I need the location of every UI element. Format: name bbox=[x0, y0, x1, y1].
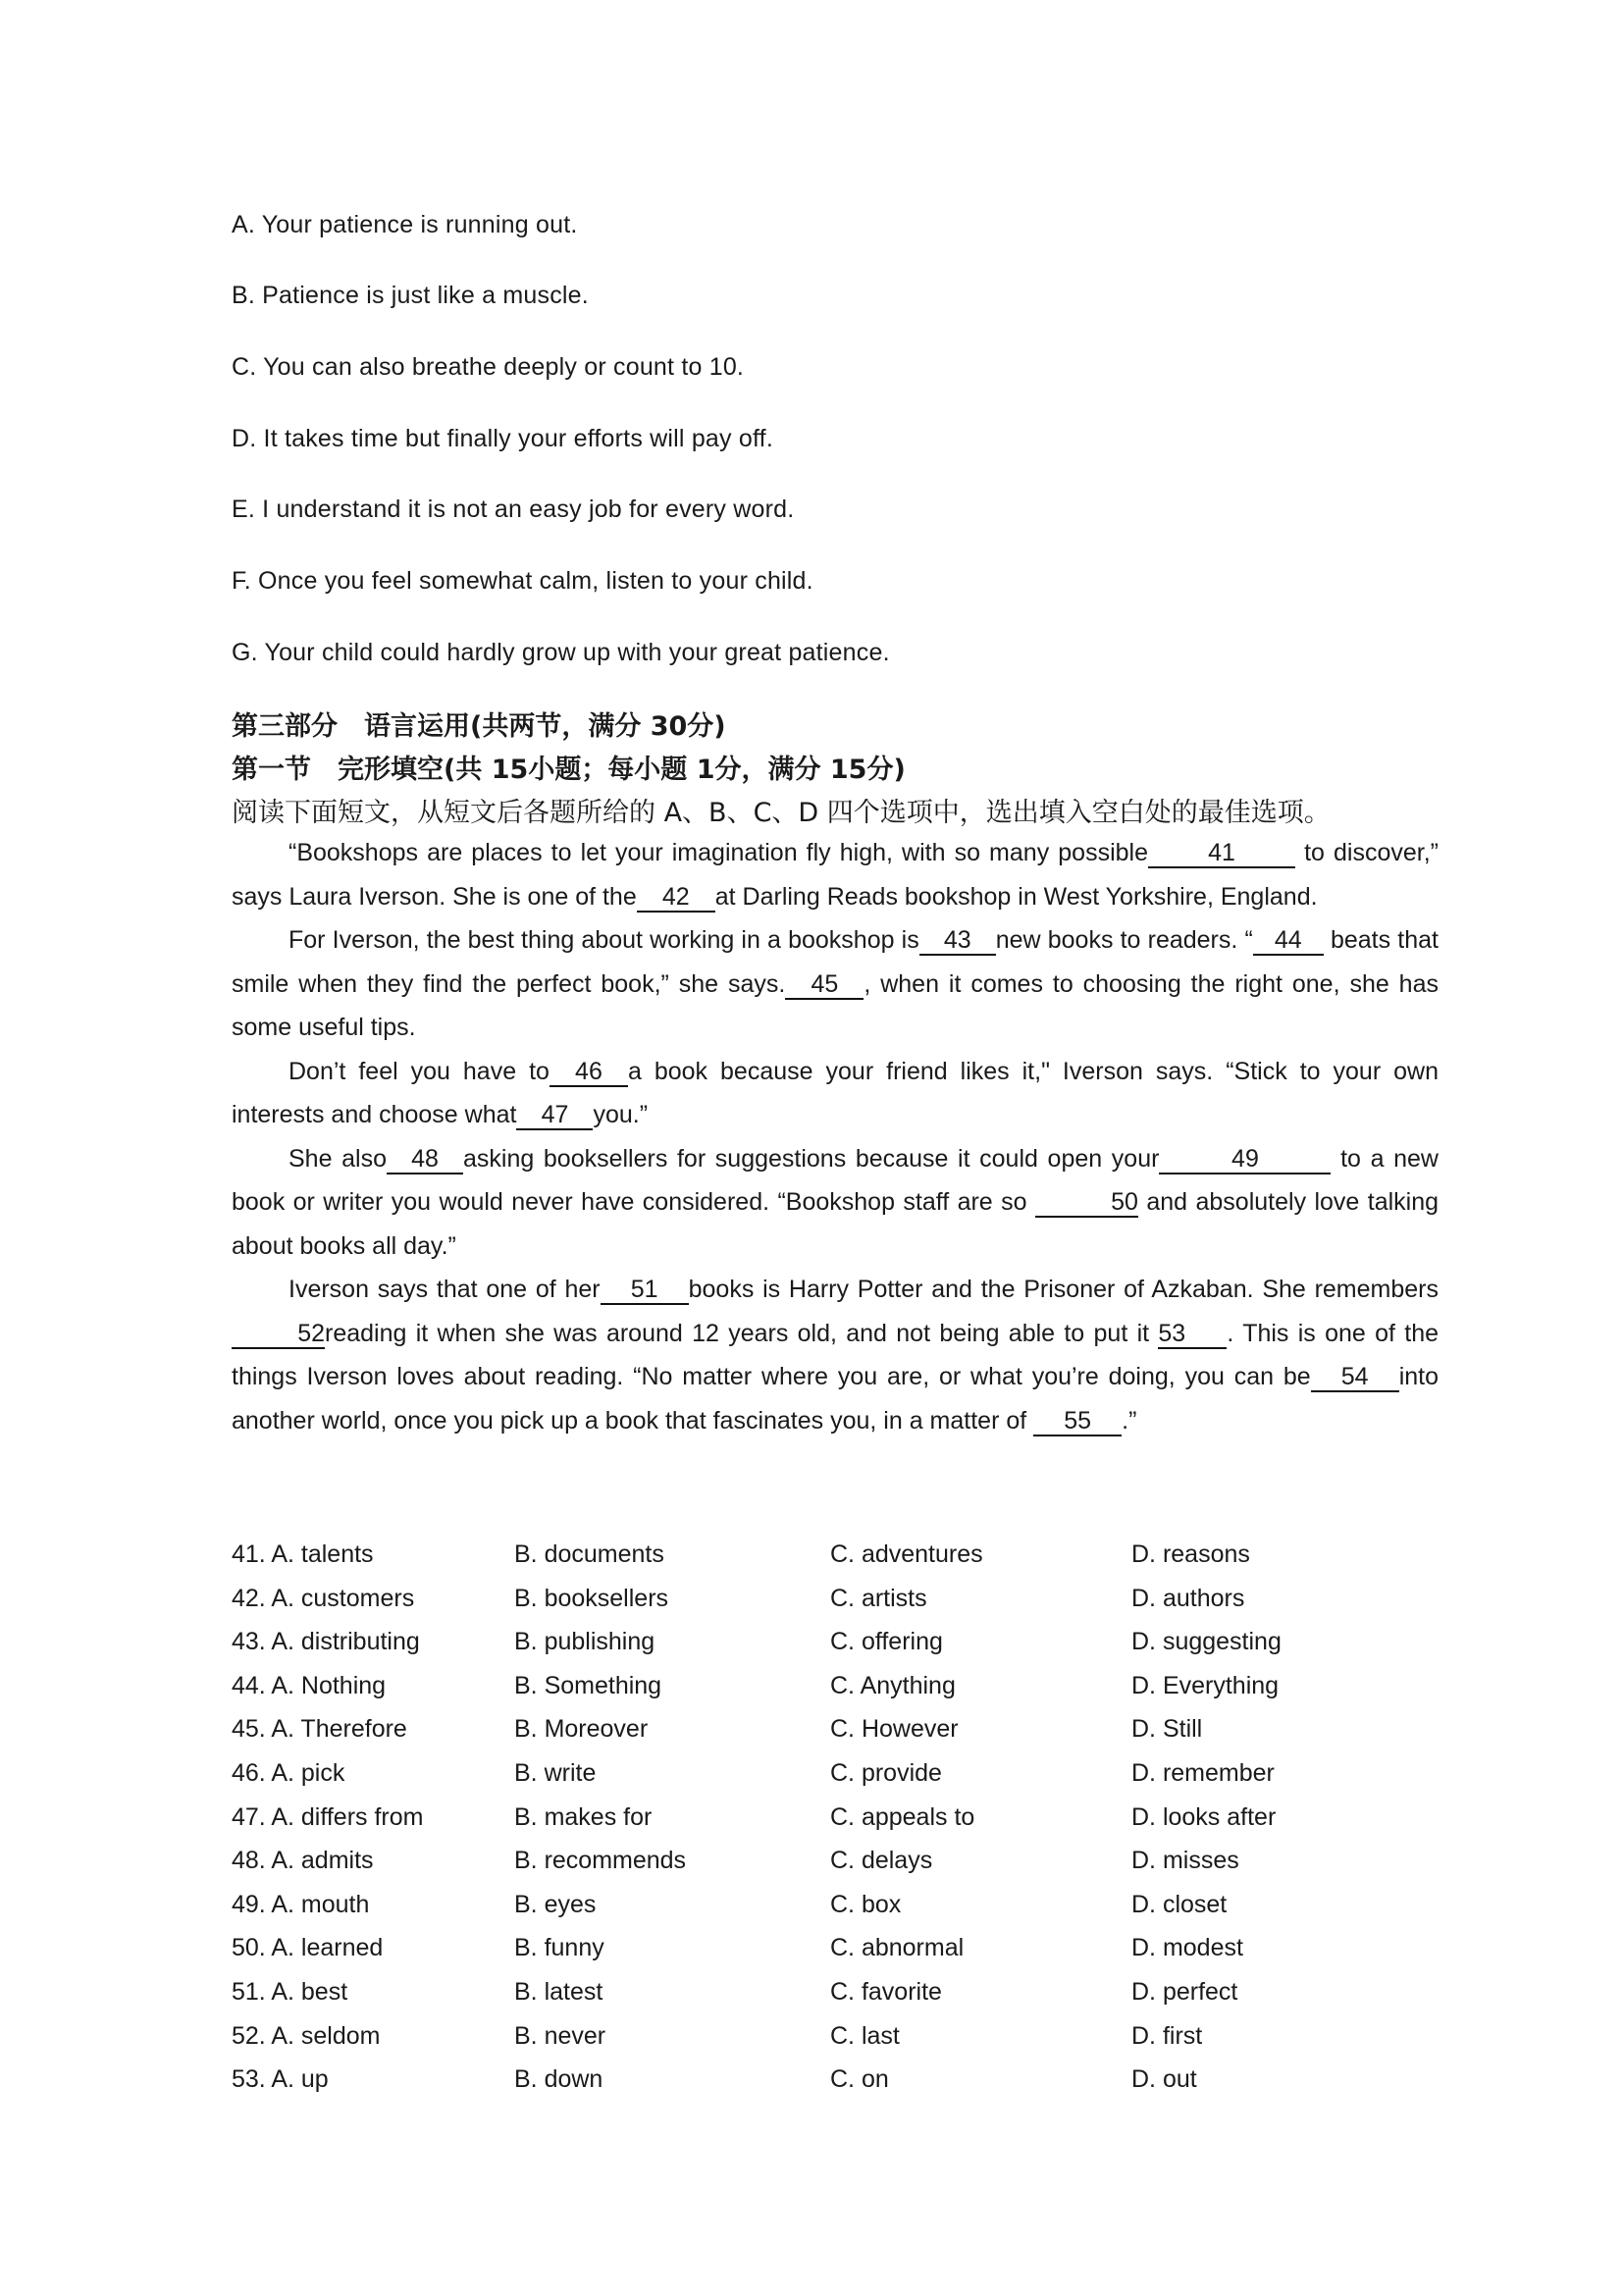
part-title: 第三部分 语言运用(共两节，满分 30分) bbox=[232, 711, 726, 742]
answer-choice-a[interactable]: 53. A. up bbox=[232, 2065, 329, 2094]
question-row bbox=[232, 1759, 1439, 1799]
text: “Bookshops are places to let your imagination fly high, with so many possible bbox=[288, 839, 1148, 866]
question-row bbox=[232, 2022, 1439, 2061]
answer-choice-b[interactable]: B. Moreover bbox=[514, 1715, 649, 1744]
answer-choice-d[interactable]: D. modest bbox=[1131, 1934, 1243, 1962]
question-row bbox=[232, 1715, 1439, 1754]
blank-53[interactable]: 53 bbox=[1158, 1320, 1227, 1349]
answer-choice-d[interactable]: D. closet bbox=[1131, 1890, 1228, 1918]
text: Iverson says that one of her bbox=[288, 1276, 601, 1303]
paragraph-5 bbox=[232, 1268, 1439, 1442]
blank-51[interactable]: 51 bbox=[601, 1276, 689, 1305]
text: For Iverson, the best thing about working in a bookshop is bbox=[288, 926, 919, 954]
answer-choice-a[interactable]: 45. A. Therefore bbox=[232, 1715, 407, 1744]
answer-choice-b[interactable]: B. never bbox=[514, 2021, 606, 2050]
answer-choice-c[interactable]: C. adventures bbox=[830, 1540, 983, 1568]
text: books is Harry Potter and the Prisoner of Azkaban. She remembers bbox=[688, 1276, 1439, 1303]
blank-47[interactable]: 47 bbox=[516, 1101, 593, 1130]
text: She also bbox=[288, 1144, 387, 1173]
answer-choice-d[interactable]: D. remember bbox=[1131, 1759, 1275, 1787]
question-row bbox=[232, 1628, 1439, 1667]
answer-choice-c[interactable]: C. Anything bbox=[830, 1671, 956, 1699]
question-row bbox=[232, 1585, 1439, 1624]
answer-choice-b[interactable]: B. funny bbox=[514, 1934, 604, 1962]
answer-choice-a[interactable]: 47. A. differs from bbox=[232, 1802, 424, 1831]
answer-choice-d[interactable]: D. Everything bbox=[1131, 1671, 1280, 1699]
question-row bbox=[232, 1891, 1439, 1930]
answer-choice-a[interactable]: 42. A. customers bbox=[232, 1584, 415, 1612]
option-b: B. Patience is just like a muscle. bbox=[232, 282, 589, 309]
answer-choice-d[interactable]: D. reasons bbox=[1131, 1540, 1250, 1568]
text: asking booksellers for suggestions because it could open your bbox=[462, 1144, 1160, 1173]
question-row bbox=[232, 1847, 1439, 1886]
text: at Darling Reads bookshop in West Yorkshire, England. bbox=[714, 882, 1318, 911]
text: to a new book or writer you would never have considered. “Bookshop staff are so bbox=[232, 1144, 1439, 1216]
paragraph-4 bbox=[232, 1137, 1439, 1269]
paragraph-1 bbox=[232, 831, 1439, 918]
option-c: C. You can also breathe deeply or count to 10. bbox=[232, 353, 745, 381]
text: Don’t feel you have to bbox=[288, 1057, 550, 1085]
answer-choice-c[interactable]: C. artists bbox=[830, 1584, 927, 1612]
answer-choice-d[interactable]: D. authors bbox=[1131, 1584, 1245, 1612]
answer-choice-b[interactable]: B. eyes bbox=[514, 1890, 597, 1918]
answer-choice-a[interactable]: 48. A. admits bbox=[232, 1847, 374, 1875]
text: reading it when she was around 12 years old, and not being able to put it bbox=[325, 1319, 1150, 1347]
answer-choice-a[interactable]: 49. A. mouth bbox=[232, 1890, 370, 1918]
answer-choice-c[interactable]: C. on bbox=[830, 2065, 889, 2094]
paragraph-3 bbox=[232, 1050, 1439, 1137]
answer-choice-b[interactable]: B. down bbox=[514, 2065, 603, 2094]
answer-choice-b[interactable]: B. publishing bbox=[514, 1628, 655, 1656]
answer-choice-b[interactable]: B. Something bbox=[514, 1671, 662, 1699]
text: and absolutely love talking about books all day.” bbox=[232, 1188, 1440, 1260]
answer-choice-c[interactable]: C. provide bbox=[830, 1759, 942, 1787]
blank-55[interactable]: 55 bbox=[1033, 1407, 1122, 1436]
answer-choice-d[interactable]: D. perfect bbox=[1131, 1978, 1238, 2006]
answer-choice-a[interactable]: 46. A. pick bbox=[232, 1759, 345, 1787]
answer-choice-a[interactable]: 52. A. seldom bbox=[232, 2021, 381, 2050]
blank-43[interactable]: 43 bbox=[919, 926, 996, 956]
answer-choice-b[interactable]: B. booksellers bbox=[514, 1584, 669, 1612]
answer-choice-b[interactable]: B. documents bbox=[514, 1540, 664, 1568]
question-row bbox=[232, 1540, 1439, 1580]
answer-choice-a[interactable]: 41. A. talents bbox=[232, 1540, 374, 1568]
answer-choice-c[interactable]: C. last bbox=[830, 2021, 900, 2050]
text: . This is one of the things Iverson loves about reading. “No matter where you are, or what you’re doing, you can be bbox=[232, 1319, 1439, 1390]
answer-choice-d[interactable]: D. Still bbox=[1131, 1715, 1203, 1744]
section-title: 第一节 完形填空(共 15小题；每小题 1分，满分 15分) bbox=[232, 755, 906, 785]
text: , when it comes to choosing the right one, she has some useful tips. bbox=[232, 969, 1439, 1041]
text: into another world, once you pick up a book that fascinates you, in a matter of bbox=[232, 1363, 1439, 1435]
answer-choice-d[interactable]: D. suggesting bbox=[1131, 1628, 1282, 1656]
answer-choice-c[interactable]: C. box bbox=[830, 1890, 902, 1918]
answer-choice-c[interactable]: C. offering bbox=[830, 1628, 943, 1656]
blank-52[interactable]: 52 bbox=[232, 1320, 325, 1349]
instruction: 阅读下面短文，从短文后各题所给的 A、B、C、D 四个选项中，选出填入空白处的最佳选项。 bbox=[232, 798, 1331, 828]
option-e: E. I understand it is not an easy job for every word. bbox=[232, 496, 795, 523]
answer-choice-d[interactable]: D. first bbox=[1131, 2021, 1203, 2050]
blank-41[interactable]: 41 bbox=[1148, 839, 1295, 868]
answer-choice-c[interactable]: C. delays bbox=[830, 1847, 933, 1875]
text: new books to readers. “ bbox=[995, 926, 1253, 954]
answer-choice-a[interactable]: 44. A. Nothing bbox=[232, 1671, 387, 1699]
blank-44[interactable]: 44 bbox=[1253, 926, 1324, 956]
answer-choice-c[interactable]: C. abnormal bbox=[830, 1934, 965, 1962]
answer-choice-c[interactable]: C. favorite bbox=[830, 1978, 942, 2006]
answer-choice-a[interactable]: 43. A. distributing bbox=[232, 1628, 420, 1656]
answer-choice-d[interactable]: D. out bbox=[1131, 2065, 1197, 2094]
answer-choice-d[interactable]: D. looks after bbox=[1131, 1802, 1277, 1831]
answer-choice-b[interactable]: B. write bbox=[514, 1759, 597, 1787]
text: you.” bbox=[593, 1101, 649, 1128]
question-row bbox=[232, 1803, 1439, 1843]
text: beats that smile when they find the perfect book,” she says. bbox=[232, 926, 1439, 998]
question-row bbox=[232, 1672, 1439, 1711]
blank-50[interactable]: 50 bbox=[1035, 1188, 1138, 1218]
question-row bbox=[232, 1978, 1439, 2017]
option-d: D. It takes time but finally your efforts will pay off. bbox=[232, 425, 773, 452]
blank-48[interactable]: 48 bbox=[387, 1145, 463, 1174]
text: .” bbox=[1122, 1406, 1137, 1435]
blank-49[interactable]: 49 bbox=[1159, 1145, 1331, 1174]
blank-42[interactable]: 42 bbox=[637, 883, 715, 913]
answer-choice-b[interactable]: B. makes for bbox=[514, 1802, 653, 1831]
blank-46[interactable]: 46 bbox=[550, 1058, 628, 1087]
answer-choice-b[interactable]: B. recommends bbox=[514, 1847, 687, 1875]
answer-choice-a[interactable]: 51. A. best bbox=[232, 1978, 348, 2006]
answer-choice-c[interactable]: C. However bbox=[830, 1715, 959, 1744]
option-f: F. Once you feel somewhat calm, listen to your child. bbox=[232, 567, 813, 595]
question-row bbox=[232, 2065, 1439, 2105]
answer-choice-c[interactable]: C. appeals to bbox=[830, 1802, 975, 1831]
paragraph-2 bbox=[232, 918, 1439, 1050]
text: to discover,” says Laura Iverson. She is one of the bbox=[232, 839, 1439, 911]
answer-choice-d[interactable]: D. misses bbox=[1131, 1847, 1239, 1875]
cloze-passage bbox=[232, 831, 1439, 1442]
answer-choice-a[interactable]: 50. A. learned bbox=[232, 1934, 384, 1962]
blank-54[interactable]: 54 bbox=[1311, 1363, 1399, 1392]
blank-45[interactable]: 45 bbox=[785, 970, 864, 1000]
option-a: A. Your patience is running out. bbox=[232, 211, 578, 238]
answer-choice-b[interactable]: B. latest bbox=[514, 1978, 603, 2006]
option-g: G. Your child could hardly grow up with your great patience. bbox=[232, 639, 890, 666]
question-row bbox=[232, 1934, 1439, 1973]
text: a book because your friend likes it," Iverson says. “Stick to your own interests and choose what bbox=[232, 1057, 1439, 1128]
